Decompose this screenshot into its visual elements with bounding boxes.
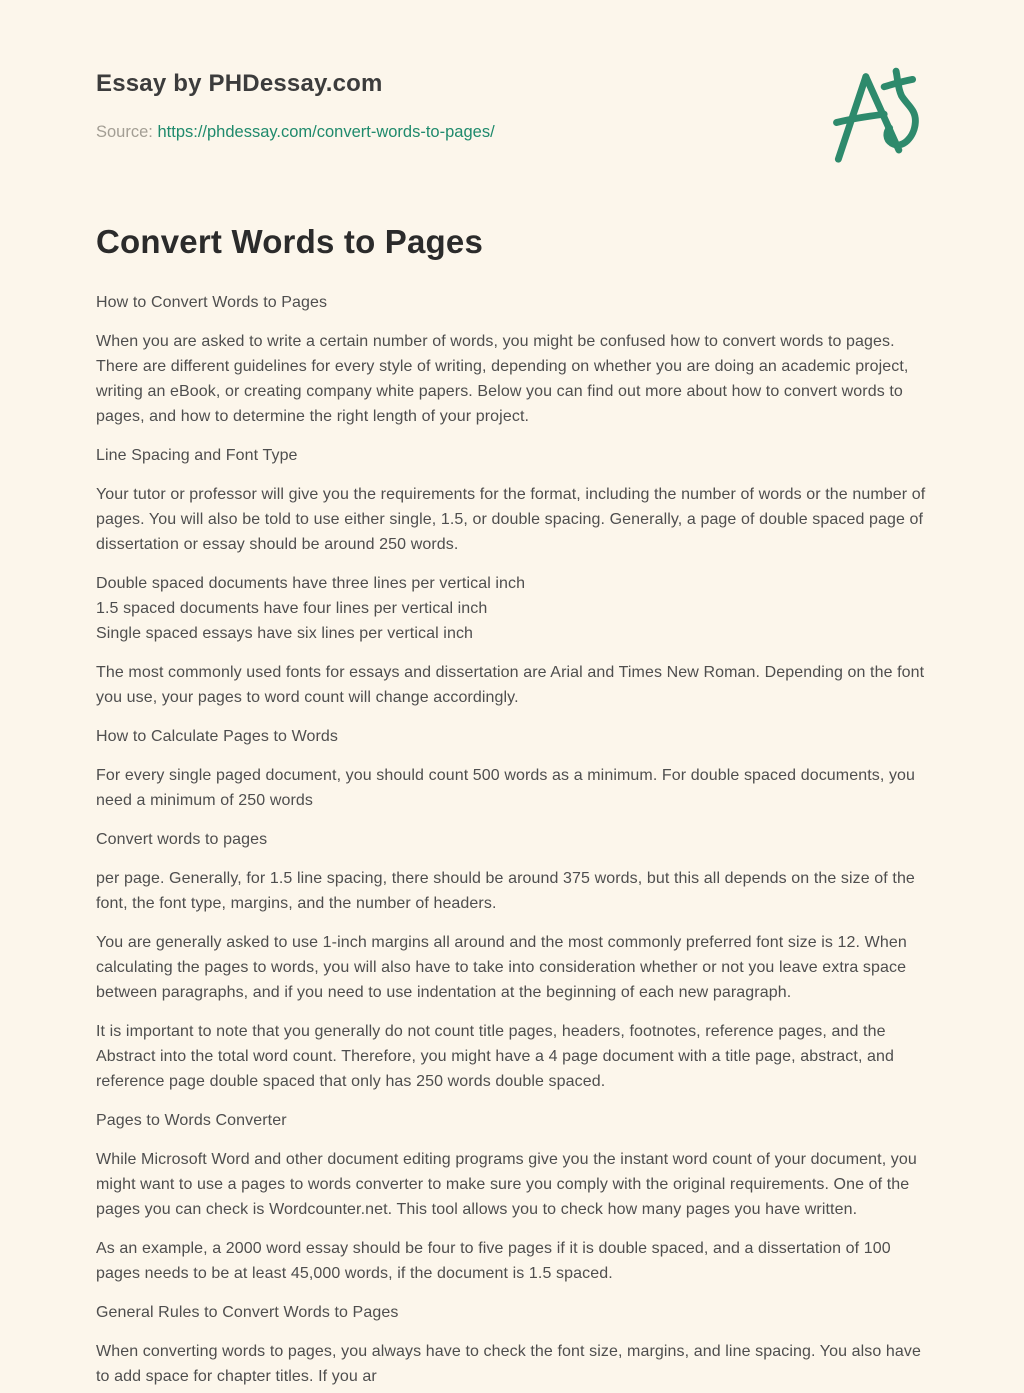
paragraph-per-page: per page. Generally, for 1.5 line spacing, there should be around 375 words, but this all depends on the size of the font, the font type, margins, and the number of headers. [96, 870, 915, 913]
essay-byline: Essay by PHDessay.com [96, 70, 383, 97]
spacing-rule-one-point-five: 1.5 spaced documents have four lines per vertical inch [96, 600, 488, 618]
paragraph-minimum-words: For every single paged document, you should count 500 words as a minimum. For double spaced documents, you need a minimum of 250 words [96, 767, 916, 810]
source-label: Source: [96, 122, 153, 141]
spacing-rules-list [96, 571, 932, 646]
spacing-rule-single: Single spaced essays have six lines per vertical inch [96, 625, 474, 643]
page-title: Convert Words to Pages [96, 222, 484, 260]
paragraph-fonts: The most commonly used fonts for essays and dissertation are Arial and Times New Roman. Depending on the font you use, your pages to word count will change accordingly. [96, 664, 925, 707]
source-link[interactable]: https://phdessay.com/convert-words-to-pages/ [157, 122, 495, 141]
document-header [96, 70, 932, 142]
paragraph-convert-words-line: Convert words to pages [96, 831, 268, 849]
source-line [96, 122, 932, 142]
paragraph-tutor-requirements: Your tutor or professor will give you the requirements for the format, including the number of words or the number of pages. You will also be told to use either single, 1.5, or double spacing. Generally, a page of double spaced page of dissertation or essay should be around 250 words. [96, 486, 926, 554]
section-heading-line-spacing: Line Spacing and Font Type [96, 447, 298, 465]
section-heading-converter: Pages to Words Converter [96, 1112, 287, 1130]
paragraph-intro: When you are asked to write a certain number of words, you might be confused how to convert words to pages. There are different guidelines for every style of writing, depending on whether you are doing an academic project, writing an eBook, or creating company white papers. Below you can find out more about how to convert words to pages, and how to determine the right length of your project. [96, 333, 909, 426]
paragraph-general-rules-truncated: When converting words to pages, you always have to check the font size, margins, and line spacing. You also have to add space for chapter titles. If you ar [96, 1343, 922, 1386]
paragraph-word-converter: While Microsoft Word and other document editing programs give you the instant word count of your document, you might want to use a pages to words converter to make sure you comply with the original requirements. One of the pages you can check is Wordcounter.net. This tool allows you to check how many pages you have written. [96, 1151, 917, 1219]
phdessay-a-plus-logo-icon [830, 62, 942, 172]
paragraph-example: As an example, a 2000 word essay should be four to five pages if it is double spaced, and a dissertation of 100 pages needs to be at least 45,000 words, if the document is 1.5 spaced. [96, 1240, 891, 1283]
spacing-rule-double: Double spaced documents have three lines per vertical inch [96, 575, 526, 593]
paragraph-margins: You are generally asked to use 1-inch margins all around and the most commonly preferred font size is 12. When calculating the pages to words, you will also have to take into consideration whether or not you leave extra space between paragraphs, and if you need to use indentation at the beginning of each new paragraph. [96, 934, 907, 1002]
essay-body [96, 222, 932, 1390]
paragraph-word-count-exclusions: It is important to note that you generally do not count title pages, headers, footnotes, reference pages, and the Abstract into the total word count. Therefore, you might have a 4 page document with a title page, abstract, and reference page double spaced that only has 250 words double spaced. [96, 1023, 895, 1091]
section-heading-how-to-convert: How to Convert Words to Pages [96, 294, 328, 312]
section-heading-calculate: How to Calculate Pages to Words [96, 728, 339, 746]
section-heading-general-rules: General Rules to Convert Words to Pages [96, 1304, 399, 1322]
